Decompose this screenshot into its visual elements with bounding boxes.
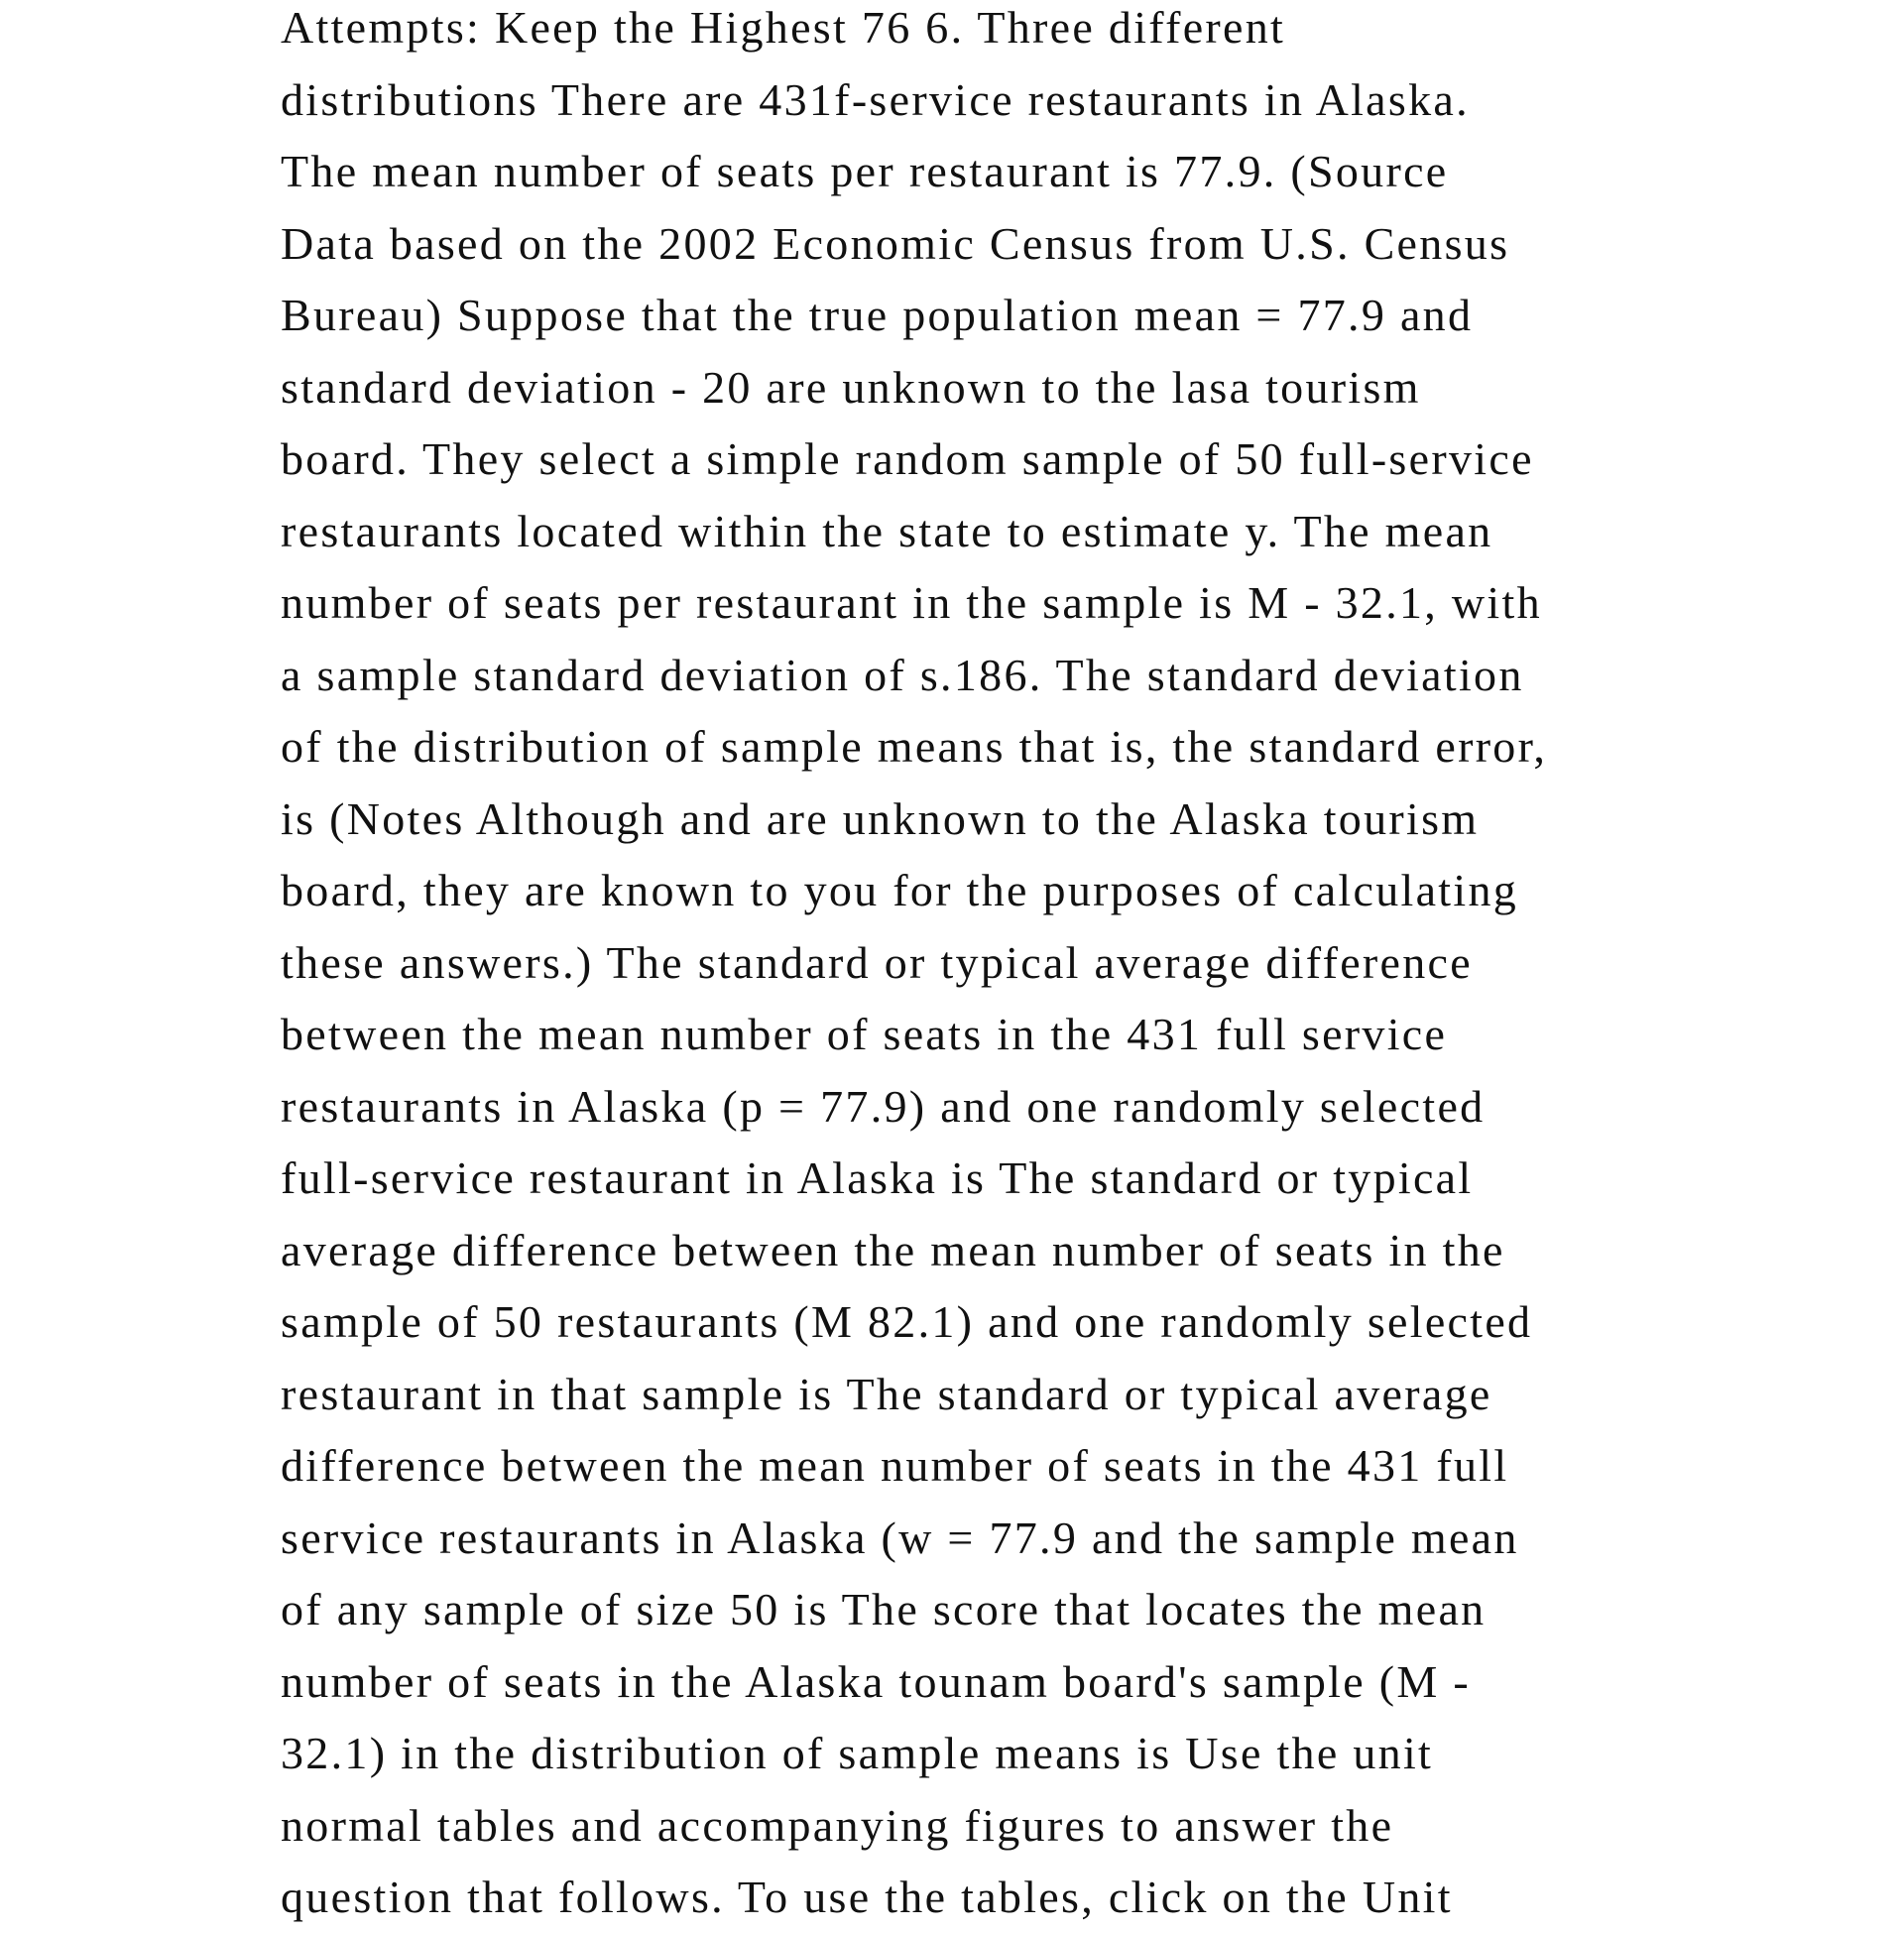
text-line: these answers.) The standard or typical average difference xyxy=(281,936,1473,988)
text-line: distributions There are 431f-service restaurants in Alaska. xyxy=(281,73,1470,125)
text-line: The mean number of seats per restaurant is 77.9. (Source xyxy=(281,146,1449,196)
text-line: 32.1) in the distribution of sample means is Use the unit xyxy=(281,1728,1434,1778)
text-line: of the distribution of sample means that is, the standard error, xyxy=(281,721,1548,772)
text-line: restaurants located within the state to estimate y. The mean xyxy=(281,505,1493,556)
text-line: sample of 50 restaurants (M 82.1) and one randomly selected xyxy=(281,1296,1533,1347)
text-line: difference between the mean number of seats in the 431 full xyxy=(281,1440,1509,1491)
text-line: Bureau) Suppose that the true population mean = 77.9 and xyxy=(281,290,1474,340)
text-line: is (Notes Although and are unknown to the Alaska tourism xyxy=(281,792,1480,844)
text-line: normal tables and accompanying figures to answer the xyxy=(281,1799,1394,1851)
text-line: a sample standard deviation of s.186. The standard deviation xyxy=(281,649,1524,700)
text-line: full-service restaurant in Alaska is The standard or typical xyxy=(281,1152,1474,1203)
text-line: service restaurants in Alaska (w = 77.9 and the sample mean xyxy=(281,1511,1519,1563)
text-line: board. They select a simple random sample of 50 full-service xyxy=(281,433,1534,484)
document-text xyxy=(281,0,1669,1934)
text-line: board, they are known to you for the purposes of calculating xyxy=(281,865,1519,915)
text-line: number of seats per restaurant in the sample is M - 32.1, with xyxy=(281,577,1542,628)
text-line: number of seats in the Alaska tounam board's sample (M - xyxy=(281,1655,1471,1707)
text-line: Data based on the 2002 Economic Census from U.S. Census xyxy=(281,217,1510,269)
text-line: restaurant in that sample is The standard or typical average xyxy=(281,1368,1492,1419)
text-line: average difference between the mean number of seats in the xyxy=(281,1224,1505,1275)
text-line: between the mean number of seats in the 431 full service xyxy=(281,1009,1448,1059)
text-line: restaurants in Alaska (p = 77.9) and one randomly selected xyxy=(281,1080,1486,1132)
text-line: of any sample of size 50 is The score that locates the mean xyxy=(281,1584,1487,1634)
text-line: Attempts: Keep the Highest 76 6. Three different xyxy=(281,2,1286,53)
text-line: question that follows. To use the tables, click on the Unit xyxy=(281,1872,1453,1922)
text-line: standard deviation - 20 are unknown to the lasa tourism xyxy=(281,361,1421,413)
